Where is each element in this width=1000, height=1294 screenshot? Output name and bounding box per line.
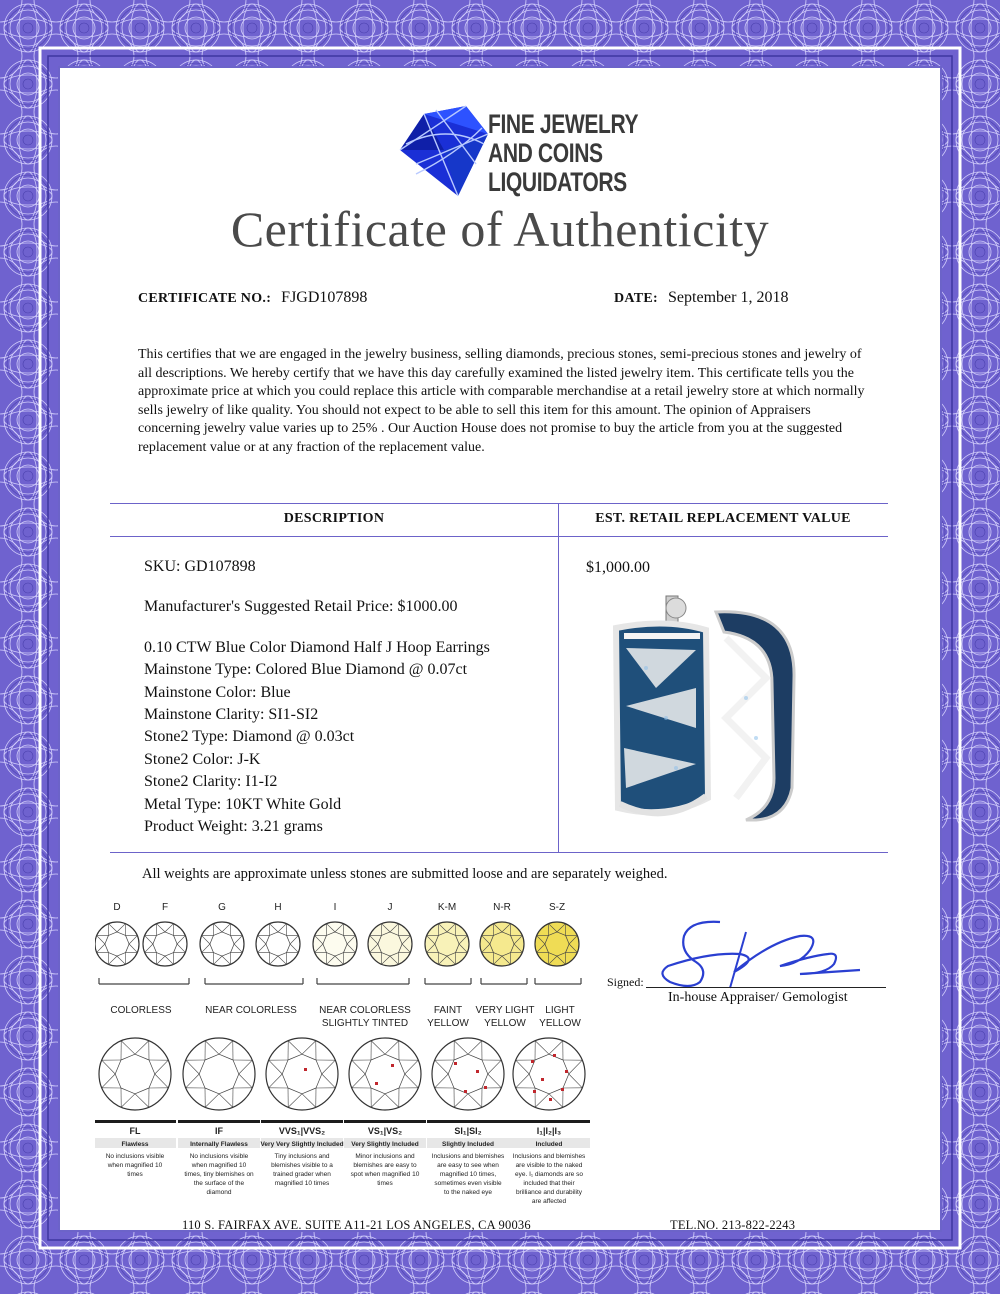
clarity-name: Very Slightly Included [351,1141,419,1148]
certification-statement: This certifies that we are engaged in the jewelry business, selling diamonds, precious stones, semi-precious stones and jewelry of all descriptions. We hereby certify that we have this day carefully examined the listed jewelry item. This certificate tells you the approximate price at which you could replace this article with comparable merchandise at a retail jewelry store at which normally sells jewelry of like quality. You should not expect to be able to sell this item for this amount. The opinion of Appraisers concerning jewelry value varies up to 25% . Our Auction House does not promise to buy the article from you at the suggested replacement value or at any fraction of the replacement value. [138,347,865,455]
color-grade-letter: I [333,902,337,913]
clarity-name: Slightly Included [441,1141,495,1148]
clarity-name: Flawless [121,1141,149,1148]
color-group-label: NEAR COLORLESS [205,1005,297,1016]
inclusion-mark [531,1060,534,1063]
appraiser-title: In-house Appraiser/ Gemologist [668,990,848,1005]
inclusion-mark [533,1090,536,1093]
clarity-grade-diamond [349,1038,421,1110]
certificate-number-label: CERTIFICATE NO.: [138,291,272,306]
company-logo-text [488,110,638,197]
certificate-number-value: FJGD107898 [281,289,368,306]
clarity-description: to the naked eye [443,1189,493,1196]
clarity-description: magnified 10 times, [439,1171,497,1178]
logo-line-3: LIQUIDATORS [488,167,627,197]
clarity-description: times, tiny blemishes on [184,1171,254,1178]
inclusion-mark [484,1086,487,1089]
clarity-description: times [377,1180,393,1187]
clarity-description: sometimes even visible [434,1180,502,1187]
clarity-description: brilliance and durability [515,1189,583,1196]
clarity-description: included that their [523,1180,575,1187]
clarity-grade-diamond [99,1038,171,1110]
clarity-description: magnified 10 times [274,1180,330,1187]
detail-line: Metal Type: 10KT White Gold [144,795,342,813]
inclusion-mark [549,1098,552,1101]
clarity-description: the surface of the [193,1180,245,1187]
footer-phone: TEL.NO. 213-822-2243 [670,1218,796,1232]
footer-address: 110 S. FAIRFAX AVE. SUITE A11-21 LOS ANGELES, CA 90036 [182,1218,531,1232]
certificate-date-value: September 1, 2018 [668,289,789,306]
inclusion-mark [553,1054,556,1057]
table-header-rule [110,536,888,537]
color-grade-letter: D [113,902,121,913]
color-grade-letter: N-R [493,902,511,913]
signature-line [646,987,886,988]
clarity-bar [508,1120,590,1123]
color-grade-diamond [480,922,524,966]
color-group-label: COLORLESS [110,1005,172,1016]
clarity-description: times [127,1171,143,1178]
clarity-description: No inclusions visible [105,1153,165,1160]
item-description [144,556,490,838]
clarity-description: are easy to see when [437,1162,499,1169]
weights-note: All weights are approximate unless stones are submitted loose and are separately weighed. [142,866,668,882]
clarity-code: VVS₁|VVS₂ [278,1126,326,1136]
color-group-label: YELLOW [484,1018,526,1029]
clarity-code: FL [129,1126,141,1136]
clarity-code: I₁|I₂|I₃ [536,1126,562,1136]
color-group-label: FAINT [433,1005,463,1016]
clarity-bar [95,1120,176,1123]
clarity-code: IF [215,1126,223,1136]
detail-line: Mainstone Clarity: SI1-SI2 [144,706,319,724]
msrp: Manufacturer's Suggested Retail Price: $1000.00 [144,598,458,616]
inclusion-mark [464,1090,467,1093]
clarity-description: diamond [206,1189,232,1196]
inclusion-mark [375,1082,378,1085]
clarity-grade-diamond [183,1038,255,1110]
clarity-bar [344,1120,426,1123]
clarity-description: are affected [531,1198,567,1205]
color-grade-letter: K-M [437,902,457,913]
color-grade-diamond [200,922,244,966]
color-grade-diamond [425,922,469,966]
certificate-date [614,289,788,307]
color-grade-letter: G [218,902,226,913]
inclusion-mark [541,1078,544,1081]
page-title: Certificate of Authenticity [230,201,770,257]
clarity-name: Internally Flawless [190,1141,248,1148]
clarity-description: when magnified 10 [191,1162,247,1169]
detail-line: Stone2 Type: Diamond @ 0.03ct [144,728,355,746]
description-header: DESCRIPTION [283,511,385,526]
clarity-description: spot when magnified 10 [350,1171,420,1178]
detail-line: Mainstone Type: Colored Blue Diamond @ 0.07ct [144,661,468,679]
color-grade-letter: F [161,902,169,913]
clarity-name: Included [535,1141,563,1148]
earrings-image [596,588,806,828]
value-header: EST. RETAIL REPLACEMENT VALUE [595,511,851,526]
inclusion-mark [476,1070,479,1073]
color-group-label: YELLOW [427,1018,469,1029]
diamond-grading-chart [95,898,595,1218]
clarity-description: Inclusions and blemishes [512,1153,586,1160]
color-grade-letter: H [274,902,282,913]
color-grade-diamond [313,922,357,966]
clarity-name: Very Very Slightly Included [260,1141,344,1148]
clarity-code: VS₁|VS₂ [367,1126,403,1136]
clarity-bar [178,1120,260,1123]
detail-line: 0.10 CTW Blue Color Diamond Half J Hoop Earrings [144,638,490,656]
color-grade-letter: S-Z [548,902,566,913]
logo-line-1: FINE JEWELRY [488,109,639,139]
color-group-label: SLIGHTLY TINTED [321,1018,409,1029]
inclusion-mark [304,1068,307,1071]
clarity-description: when magnified 10 [107,1162,163,1169]
sku: SKU: GD107898 [144,558,256,575]
color-grade-diamond [535,922,579,966]
clarity-code: SI₁|SI₂ [454,1126,482,1136]
inclusion-mark [561,1088,564,1091]
color-grade-diamond [368,922,412,966]
color-grade-diamond [95,922,139,966]
detail-line: Stone2 Color: J-K [144,750,261,768]
signed-label: Signed: [607,975,644,989]
clarity-grade-diamond [432,1038,504,1110]
replacement-value: $1,000.00 [586,559,650,576]
color-group-label: YELLOW [539,1018,581,1029]
inclusion-mark [391,1064,394,1067]
clarity-description: Tiny inclusions and [274,1153,330,1160]
diamond-grading-graphic [95,898,595,1218]
table-bottom-rule [110,852,888,853]
clarity-description: eye. I₁ diamonds are so [515,1171,583,1178]
clarity-grade-diamond [266,1038,338,1110]
detail-line: Stone2 Clarity: I1-I2 [144,773,278,791]
clarity-bar [427,1120,509,1123]
clarity-description: Inclusions and blemishes [431,1153,505,1160]
table-top-rule [110,503,888,504]
inclusion-mark [454,1062,457,1065]
clarity-description: No inclusions visible [189,1153,249,1160]
clarity-description: are visible to the naked [515,1162,583,1169]
color-group-label: LIGHT [545,1005,575,1016]
logo-line-2: AND COINS [488,138,603,168]
clarity-description: Minor inclusions and [355,1153,415,1160]
color-group-label: VERY LIGHT [475,1005,535,1016]
clarity-description: blemishes are easy to [353,1162,417,1169]
color-grade-diamond [256,922,300,966]
certificate-number [138,289,367,307]
certificate-date-label: DATE: [614,291,659,306]
detail-line: Product Weight: 3.21 grams [144,818,323,836]
appraiser-signature [650,912,865,992]
clarity-bar [261,1120,343,1123]
clarity-description: blemishes visible to a [271,1162,333,1169]
table-column-divider [558,503,559,853]
inclusion-mark [565,1070,568,1073]
color-grade-diamond [143,922,187,966]
detail-line: Mainstone Color: Blue [144,683,291,701]
clarity-description: trained grader when [273,1171,331,1178]
color-group-label: NEAR COLORLESS [319,1005,411,1016]
color-grade-letter: J [387,902,393,913]
